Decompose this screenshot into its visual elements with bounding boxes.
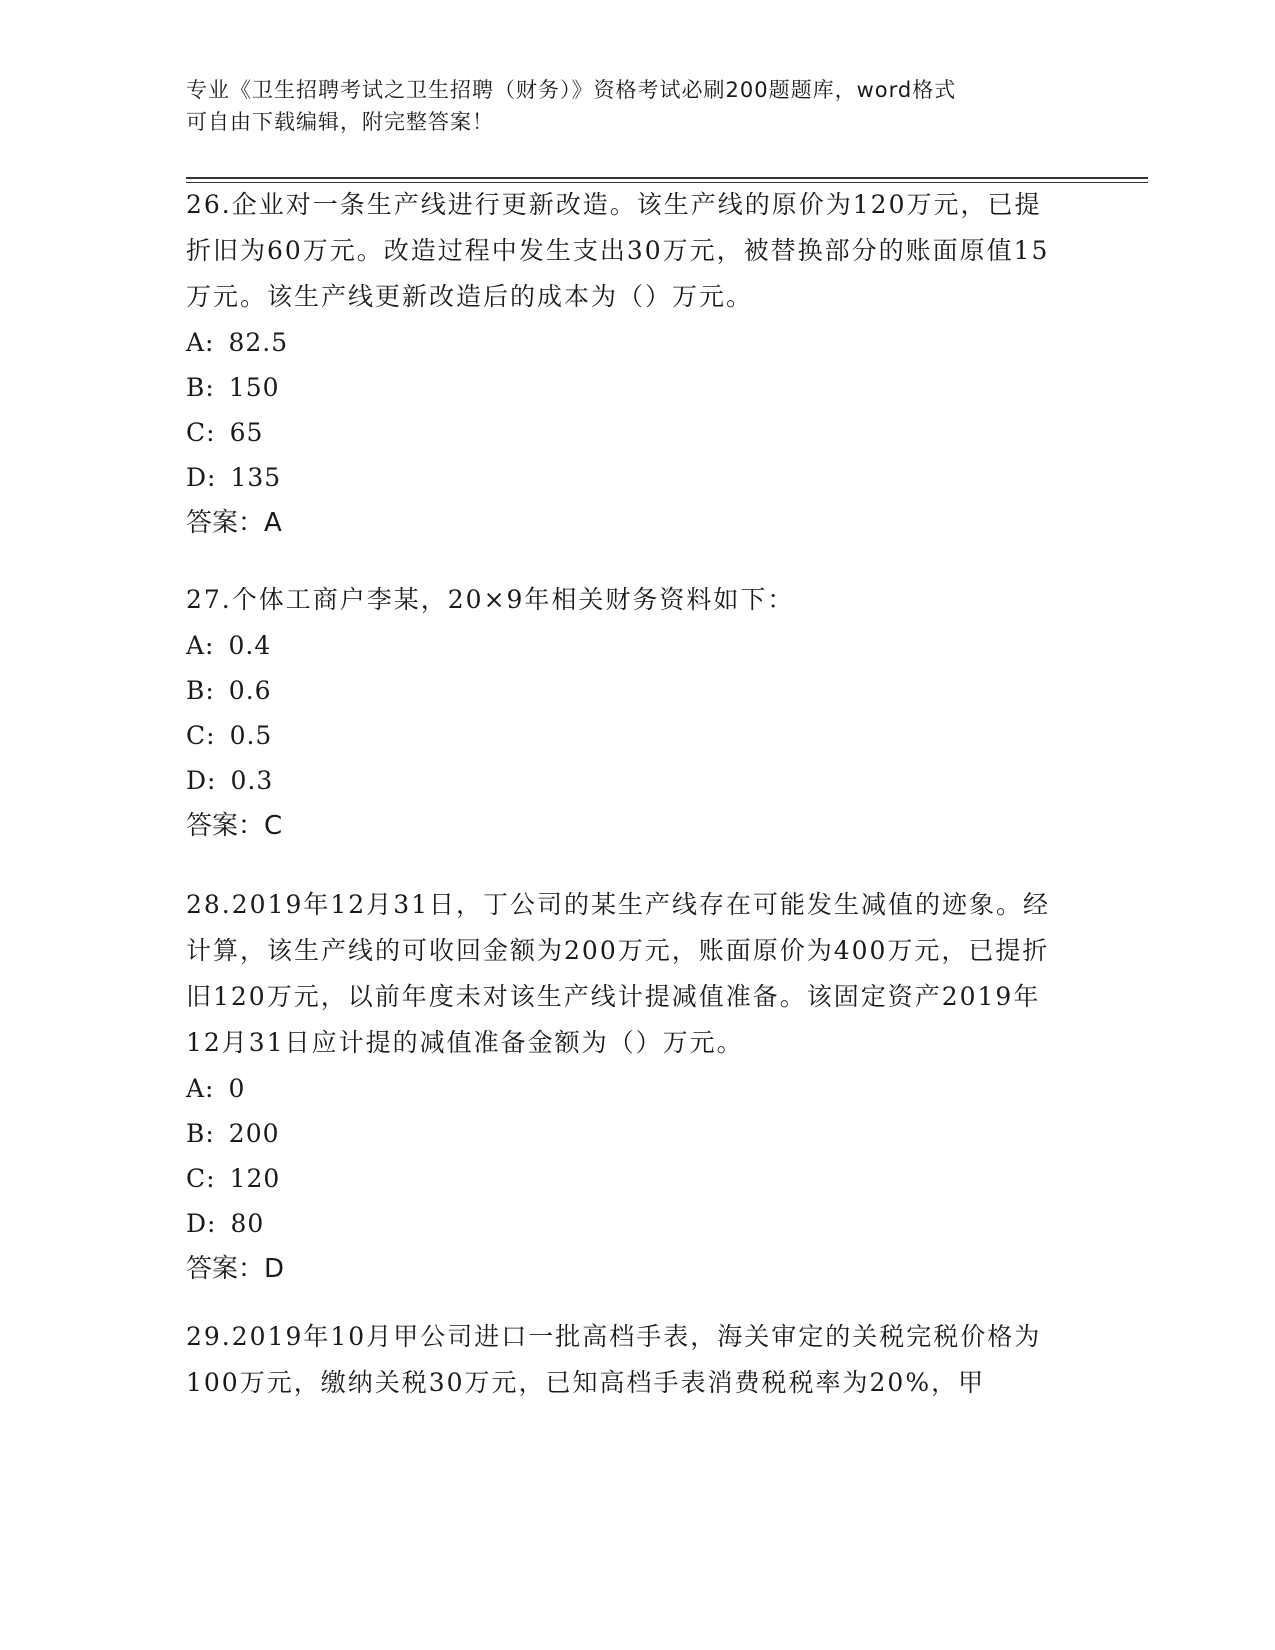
question-29 [186,1314,1066,1406]
option-d: D: 80 [186,1209,265,1238]
question-28 [186,882,1066,1292]
option-b: B: 200 [186,1119,280,1148]
option-c: C: 0.5 [186,721,273,750]
option-b: B: 0.6 [186,676,272,705]
option-c: C: 120 [186,1164,281,1193]
question-text: 28.2019年12月31日，丁公司的某生产线存在可能发生减值的迹象。经计算，该生产线的可收回金额为200万元，账面原价为400万元，已提折旧120万元，以前年度未对该生产线计提减值准备。该固定资产2019年12月31日应计提的减值准备金额为（）万元。 [186,890,1051,1057]
question-27 [186,577,1066,849]
answer-label: 答案：A [186,508,282,538]
question-text: 26.企业对一条生产线进行更新改造。该生产线的原价为120万元，已提折旧为60万元。改造过程中发生支出30万元，被替换部分的账面原值15万元。该生产线更新改造后的成本为（）万元。 [186,190,1050,311]
question-26 [186,182,1066,546]
option-b: B: 150 [186,373,280,402]
answer-label: 答案：C [186,811,283,841]
header-line-2: 可自由下载编辑，附完整答案！ [186,110,494,134]
question-text: 29.2019年10月甲公司进口一批高档手表，海关审定的关税完税价格为100万元，缴纳关税30万元，已知高档手表消费税税率为20%，甲 [186,1322,1042,1397]
option-a: A: 0.4 [186,631,272,660]
option-a: A: 0 [186,1074,246,1103]
document-header [186,74,1066,138]
option-a: A: 82.5 [186,328,289,357]
header-divider-thick [186,177,1148,179]
question-text: 27.个体工商户李某，20×9年相关财务资料如下： [186,585,795,614]
option-d: D: 135 [186,463,282,492]
option-c: C: 65 [186,418,264,447]
header-line-1: 专业《卫生招聘考试之卫生招聘（财务）》资格考试必刷200题题库，word格式 [186,78,957,102]
answer-label: 答案：D [186,1254,285,1284]
option-d: D: 0.3 [186,766,274,795]
